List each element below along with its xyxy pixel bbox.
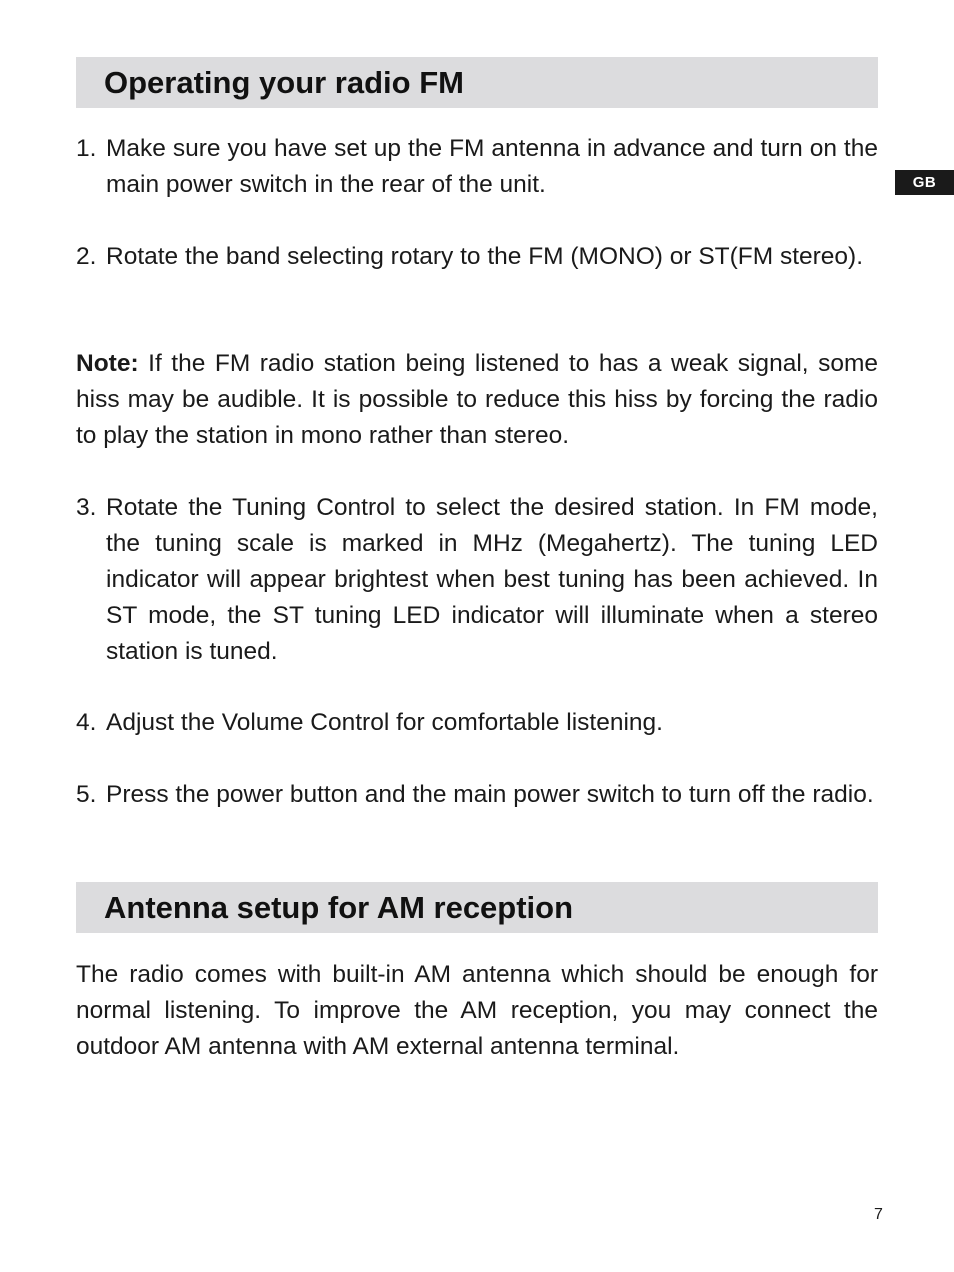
section-header-am bbox=[76, 882, 878, 933]
step-text: Make sure you have set up the FM antenna in advance and turn on the main power switch in the rear of the unit. bbox=[106, 135, 878, 198]
note-label: Note: bbox=[76, 350, 139, 377]
page-number: 7 bbox=[874, 1206, 883, 1223]
step-number: 2. bbox=[76, 243, 97, 270]
list-item bbox=[76, 490, 878, 670]
step-2 bbox=[76, 239, 878, 275]
list-item bbox=[76, 705, 878, 741]
step-number: 3. bbox=[76, 494, 97, 521]
step-number: 4. bbox=[76, 709, 97, 736]
section-header-fm bbox=[76, 57, 878, 108]
step-4 bbox=[76, 705, 878, 741]
language-tab: GB bbox=[895, 170, 954, 195]
step-text: Press the power button and the main power switch to turn off the radio. bbox=[106, 781, 874, 808]
section-title-am: Antenna setup for AM reception bbox=[104, 889, 574, 925]
step-5 bbox=[76, 777, 878, 813]
section-title-fm: Operating your radio FM bbox=[104, 64, 464, 100]
step-3 bbox=[76, 490, 878, 670]
am-paragraph: The radio comes with built-in AM antenna which should be enough for normal listening. To improve the AM reception, you may connect the outdoor AM antenna with AM external antenna terminal. bbox=[76, 961, 878, 1060]
step-text: Rotate the Tuning Control to select the desired station. In FM mode, the tuning scale is marked in MHz (Megahertz). The tuning LED indicator will appear brightest when best tuning has been achieved. In ST mode, the ST tuning LED indicator will illuminate when a stereo station is tuned. bbox=[106, 494, 878, 665]
note-text: If the FM radio station being listened to has a weak signal, some hiss may be audible. It is possible to reduce this hiss by forcing the radio to play the station in mono rather than stereo. bbox=[76, 350, 878, 449]
list-item bbox=[76, 239, 878, 275]
step-text: Rotate the band selecting rotary to the FM (MONO) or ST(FM stereo). bbox=[106, 243, 864, 270]
list-item bbox=[76, 131, 878, 203]
note-paragraph bbox=[76, 346, 878, 454]
list-item bbox=[76, 777, 878, 813]
step-number: 5. bbox=[76, 781, 97, 808]
step-text: Adjust the Volume Control for comfortable listening. bbox=[106, 709, 663, 736]
step-1 bbox=[76, 131, 878, 203]
step-number: 1. bbox=[76, 135, 97, 162]
